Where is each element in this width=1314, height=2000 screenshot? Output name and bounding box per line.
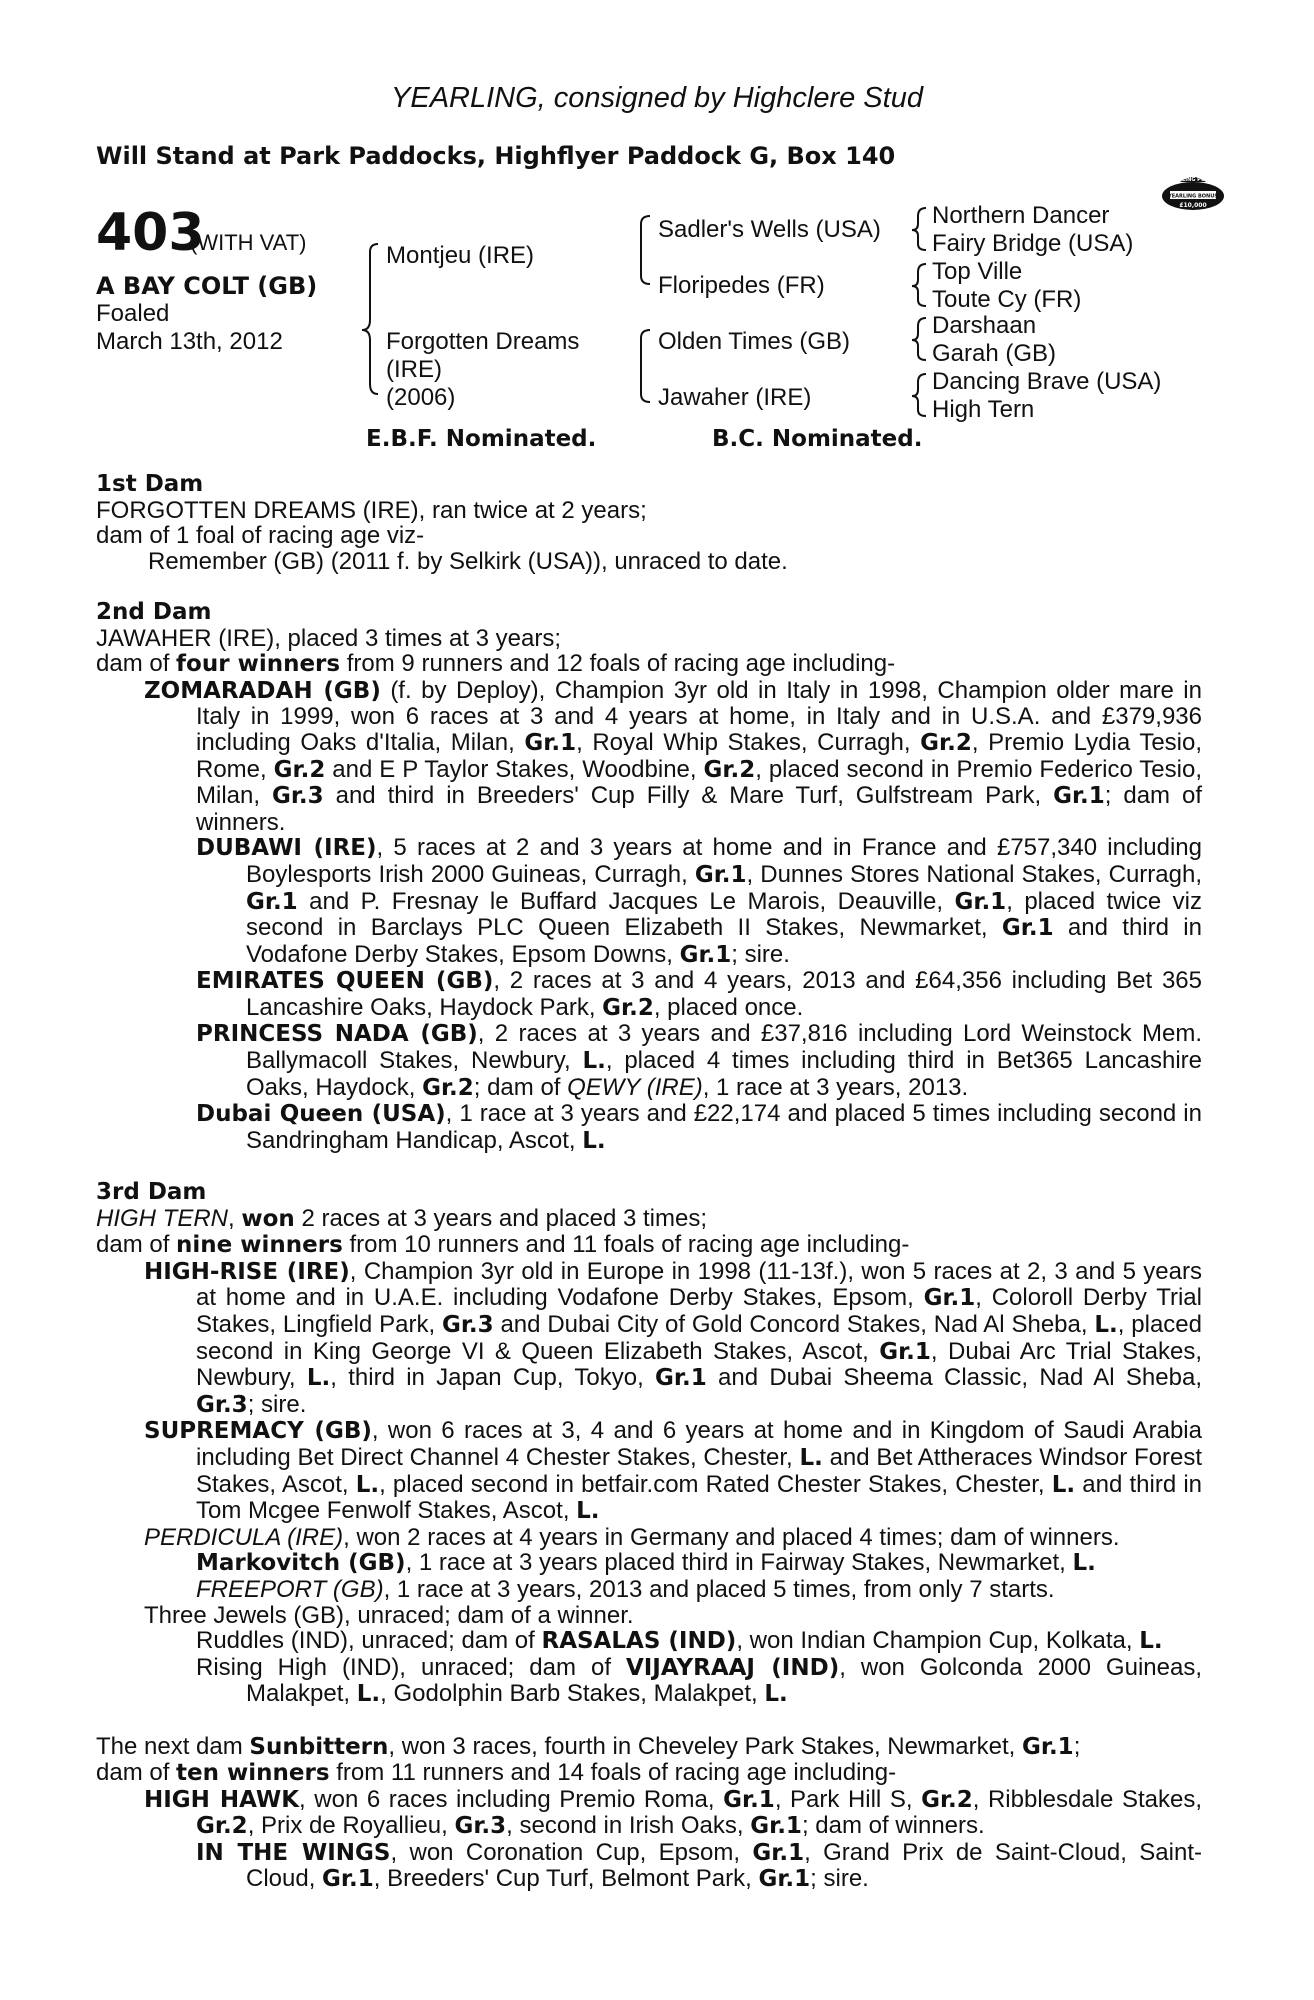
- second-dam-produce-line: dam of four winners from 9 runners and 12 foals of racing age including-: [96, 650, 896, 678]
- next-dam-produce-line: dam of ten winners from 11 runners and 14 foals of racing age including-: [96, 1759, 897, 1787]
- ss-dam-name: Fairy Bridge (USA): [932, 230, 1134, 257]
- ds-sire-name: Darshaan: [932, 312, 1037, 339]
- sire-name: Montjeu (IRE): [386, 242, 535, 269]
- entry-high-rise: HIGH-RISE (IRE), Champion 3yr old in Europe in 1998 (11-13f.), won 5 races at 2, 3 and 5 years at home and in U.A.E. including Vodafone Derby Stakes, Epsom, Gr.1, Coloroll Derby Trial Stakes, Lingfield Park, Gr.3 and Dubai City of Gold Concord Stakes, Nad Al Sheba, L., placed second in King George VI & Queen Elizabeth Stakes, Ascot, Gr.1, Dubai Arc Trial Stakes, Newbury, L., third in Japan Cup, Tokyo, Gr.1 and Dubai Sheema Classic, Nad Al Sheba, Gr.3; sire.: [144, 1257, 1203, 1418]
- dam-dam-name: Jawaher (IRE): [658, 384, 812, 411]
- stand-location: Will Stand at Park Paddocks, Highflyer Paddock G, Box 140: [96, 142, 896, 170]
- foaled-date: March 13th, 2012: [96, 328, 283, 355]
- third-dam-line: HIGH TERN, won 2 races at 3 years and placed 3 times;: [96, 1204, 707, 1232]
- sd-dam-name: Toute Cy (FR): [932, 286, 1082, 313]
- badge-amount-text: £10,000: [1179, 202, 1207, 209]
- dam-name-line1: Forgotten Dreams: [386, 328, 580, 355]
- entry-perdicula: PERDICULA (IRE), won 2 races at 4 years in Germany and placed 4 times; dam of winners.: [144, 1523, 1120, 1551]
- horse-description: A BAY COLT (GB): [96, 272, 318, 300]
- catalogue-body: [96, 472, 1202, 1893]
- ss-sire-name: Northern Dancer: [932, 202, 1110, 229]
- sd-sire-name: Top Ville: [932, 258, 1023, 285]
- badge-mid-text: YEARLING BONUS: [1168, 193, 1218, 200]
- bc-nominated: B.C. Nominated.: [712, 426, 923, 452]
- entry-high-hawk: HIGH HAWK, won 6 races including Premio Roma, Gr.1, Park Hill S, Gr.2, Ribblesdale Stakes, Gr.2, Prix de Royallieu, Gr.3, second in Irish Oaks, Gr.1; dam of winners.: [144, 1785, 1202, 1840]
- entry-markovitch: Markovitch (GB), 1 race at 3 years placed third in Fairway Stakes, Newmarket, L.: [196, 1549, 1096, 1577]
- first-dam-foal: Remember (GB) (2011 f. by Selkirk (USA)), unraced to date.: [148, 547, 788, 575]
- vat-note: (WITH VAT): [190, 230, 307, 255]
- foaled-label: Foaled: [96, 300, 170, 327]
- dd-sire-name: Dancing Brave (USA): [932, 368, 1162, 395]
- dam-name-line3: (2006): [386, 384, 456, 411]
- badge-top-text: RACING POST: [1173, 177, 1213, 183]
- second-dam-line: JAWAHER (IRE), placed 3 times at 3 years;: [96, 624, 562, 652]
- third-dam-heading: 3rd Dam: [96, 1179, 207, 1206]
- entry-zomaradah: ZOMARADAH (GB) (f. by Deploy), Champion 3yr old in Italy in 1998, Champion older mare in Italy in 1999, won 6 races at 3 and 4 years at home, in Italy and in U.S.A. and £379,936 including Oaks d'Italia, Milan, Gr.1, Royal Whip Stakes, Curragh, Gr.2, Premio Lydia Tesio, Rome, Gr.2 and E P Taylor Stakes, Woodbine, Gr.2, placed second in Premio Federico Tesio, Milan, Gr.3 and third in Breeders' Cup Filly & Mare Turf, Gulfstream Park, Gr.1; dam of winners.: [144, 676, 1203, 836]
- consignor-heading: YEARLING, consigned by Highclere Stud: [391, 82, 923, 114]
- first-dam-line: FORGOTTEN DREAMS (IRE), ran twice at 2 years;: [96, 496, 647, 524]
- entry-dubawi: DUBAWI (IRE), 5 races at 2 and 3 years at home and in France and £757,340 including Boylesports Irish 2000 Guineas, Curragh, Gr.1, Dunnes Stores National Stakes, Curragh, Gr.1 and P. Fresnay le Buffard Jacques Le Marois, Deauville, Gr.1, placed twice viz second in Barclays PLC Queen Elizabeth II Stakes, Newmarket, Gr.1 and third in Vodafone Derby Stakes, Epsom Downs, Gr.1; sire.: [196, 834, 1203, 968]
- sire-sire-name: Sadler's Wells (USA): [658, 216, 881, 243]
- entry-princess-nada: PRINCESS NADA (GB), 2 races at 3 years and £37,816 including Lord Weinstock Mem. Ballymacoll Stakes, Newbury, L., placed 4 times including third in Bet365 Lancashire Oaks, Haydock, Gr.2; dam of QEWY (IRE), 1 race at 3 years, 2013.: [196, 1020, 1203, 1101]
- sire-dam-name: Floripedes (FR): [658, 272, 825, 299]
- entry-emirates-queen: EMIRATES QUEEN (GB), 2 races at 3 and 4 years, 2013 and £64,356 including Bet 365 Lancashire Oaks, Haydock Park, Gr.2, placed once.: [196, 967, 1202, 1021]
- entry-freeport: FREEPORT (GB), 1 race at 3 years, 2013 and placed 5 times, from only 7 starts.: [196, 1575, 1055, 1603]
- entry-in-the-wings: IN THE WINGS, won Coronation Cup, Epsom, Gr.1, Grand Prix de Saint-Cloud, Saint-Cloud, Gr.1, Breeders' Cup Turf, Belmont Park, Gr.1; sire.: [196, 1838, 1202, 1893]
- entry-ruddles: Ruddles (IND), unraced; dam of RASALAS (IND), won Indian Champion Cup, Kolkata, L.: [196, 1627, 1163, 1655]
- first-dam-produce-line: dam of 1 foal of racing age viz-: [96, 522, 425, 550]
- entry-rising-high: Rising High (IND), unraced; dam of VIJAYRAAJ (IND), won Golconda 2000 Guineas, Malakpet, L., Godolphin Barb Stakes, Malakpet, L.: [196, 1653, 1202, 1708]
- ebf-nominated: E.B.F. Nominated.: [366, 426, 597, 452]
- lot-number: 403: [96, 203, 205, 263]
- entry-three-jewels: Three Jewels (GB), unraced; dam of a winner.: [144, 1601, 634, 1629]
- entry-dubai-queen: Dubai Queen (USA), 1 race at 3 years and £22,174 and placed 5 times including second in Sandringham Handicap, Ascot, L.: [196, 1100, 1202, 1154]
- entry-supremacy: SUPREMACY (GB), won 6 races at 3, 4 and 6 years at home and in Kingdom of Saudi Arabia including Bet Direct Channel 4 Chester Stakes, Chester, L. and Bet Attheraces Windsor Forest Stakes, Ascot, L., placed second in betfair.com Rated Chester Stakes, Chester, L. and third in Tom Mcgee Fenwolf Stakes, Ascot, L.: [144, 1417, 1202, 1525]
- next-dam-line: The next dam Sunbittern, won 3 races, fourth in Cheveley Park Stakes, Newmarket, Gr.1;: [96, 1732, 1081, 1760]
- dam-sire-name: Olden Times (GB): [658, 328, 851, 355]
- second-dam-heading: 2nd Dam: [96, 598, 212, 625]
- dam-name-line2: (IRE): [386, 356, 442, 383]
- dd-dam-name: High Tern: [932, 396, 1035, 423]
- third-dam-produce-line: dam of nine winners from 10 runners and 11 foals of racing age including-: [96, 1231, 910, 1259]
- ds-dam-name: Garah (GB): [932, 340, 1057, 367]
- first-dam-heading: 1st Dam: [96, 471, 204, 497]
